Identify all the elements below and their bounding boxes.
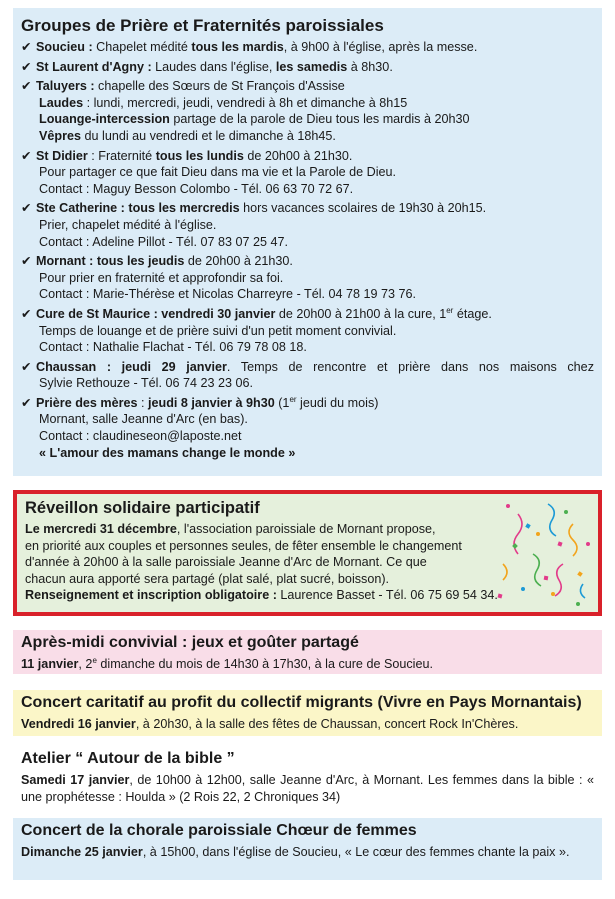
- event-apres-midi-convivial: [13, 630, 602, 674]
- entry-st-didier: ✔ St Didier : Fraternité tous les lundis de 20h00 à 21h30. Pour partager ce que fait Dieu dans ma vie et la Parole de Dieu. Contact : Maguy Besson Colombo - Tél. 06 63 70 72 67.: [21, 148, 594, 198]
- reveillon-contact: Renseignement et inscription obligatoire : Laurence Basset - Tél. 06 75 69 54 34.: [25, 588, 498, 602]
- check-icon: ✔: [21, 201, 32, 216]
- contact-mornant: Contact : Marie-Thérèse et Nicolas Charreyre - Tél. 04 78 19 73 76.: [39, 287, 417, 302]
- check-icon: ✔: [21, 148, 32, 163]
- entry-st-laurent: ✔ St Laurent d'Agny : Laudes dans l'église, les samedis à 8h30.: [21, 59, 393, 74]
- reveillon-title: Réveillon solidaire participatif: [25, 499, 260, 517]
- check-icon: ✔: [21, 306, 32, 321]
- event-concert-chorale: [13, 818, 602, 880]
- check-icon: ✔: [21, 59, 32, 74]
- check-icon: ✔: [21, 254, 32, 269]
- reveillon-description: Le mercredi 31 décembre, l'association paroissiale de Mornant propose, en priorité aux couples et personnes seules, de fêter ensemble le changement d'année à 20h00 à la salle paroissiale Jeanne d'Arc de Mornant. Ce que chacun aura apporté sera partagé (plat salé, plat sucré, boisson).: [25, 522, 462, 586]
- check-icon: ✔: [21, 359, 32, 374]
- check-icon: ✔: [21, 40, 32, 54]
- prayer-groups-section: [13, 8, 602, 476]
- entry-soucieu: ✔ Soucieu : Chapelet médité tous les mardis, à 9h00 à l'église, après la messe.: [21, 40, 478, 54]
- event-details: Vendredi 16 janvier, à 20h30, à la salle des fêtes de Chaussan, concert Rock In'Chères.: [21, 717, 519, 731]
- contact-st-maurice: Contact : Nathalie Flachat - Tél. 06 79 78 08 18.: [39, 340, 307, 355]
- event-details: Dimanche 25 janvier, à 15h00, dans l'église de Soucieu, « Le cœur des femmes chante la paix ».: [21, 845, 570, 859]
- event-details: 11 janvier, 2e dimanche du mois de 14h30 à 17h30, à la cure de Soucieu.: [21, 655, 433, 671]
- reveillon-section: [13, 490, 602, 616]
- check-icon: ✔: [21, 395, 32, 410]
- contact-ste-catherine: Contact : Adeline Pillot - Tél. 07 83 07 25 47.: [39, 234, 289, 249]
- event-atelier-bible: [13, 746, 602, 808]
- motto: « L'amour des mamans change le monde »: [39, 445, 296, 460]
- event-title: Atelier “ Autour de la bible ”: [21, 750, 235, 767]
- entry-ste-catherine: ✔ Ste Catherine : tous les mercredis hors vacances scolaires de 19h30 à 20h15. Prier, chapelet médité à l'église. Contact : Adeline Pillot - Tél. 07 83 07 25 47.: [21, 200, 594, 250]
- event-title: Concert de la chorale paroissiale Chœur de femmes: [21, 822, 417, 839]
- contact-chaussan: Sylvie Rethouze - Tél. 06 74 23 23 06.: [39, 376, 253, 391]
- entry-cure-st-maurice: ✔ Cure de St Maurice : vendredi 30 janvier de 20h00 à 21h00 à la cure, 1er étage. Temps de louange et de prière suivi d'un petit moment convivial. Contact : Nathalie Flachat - Tél. 06 79 78 08 18.: [21, 306, 594, 356]
- event-concert-caritatif: [13, 690, 602, 736]
- check-icon: ✔: [21, 79, 32, 94]
- entry-priere-des-meres: ✔ Prière des mères : jeudi 8 janvier à 9h30 (1er jeudi du mois) Mornant, salle Jeanne d'Arc (en bas). Contact : claudineseon@laposte.net « L'amour des mamans change le monde »: [21, 395, 594, 461]
- entry-taluyers: ✔ Taluyers : chapelle des Sœurs de St François d'Assise Laudes : lundi, mercredi, jeudi, vendredi à 8h et dimanche à 8h15 Louange-intercession partage de la parole de Dieu tous les mardis à 20h30 Vêpres du lundi au vendredi et le dimanche à 18h45.: [21, 79, 470, 143]
- prayer-groups-title: Groupes de Prière et Fraternités paroissiales: [21, 16, 384, 35]
- event-details: Samedi 17 janvier, de 10h00 à 12h00, salle Jeanne d'Arc, à Mornant. Les femmes dans la bible : « une prophétesse : Houlda » (2 Rois 22, 2 Chroniques 34): [21, 773, 594, 804]
- contact-st-didier: Contact : Maguy Besson Colombo - Tél. 06 63 70 72 67.: [39, 181, 354, 196]
- entry-mornant: ✔ Mornant : tous les jeudis de 20h00 à 21h30. Pour prier en fraternité et approfondir sa foi. Contact : Marie-Thérèse et Nicolas Charreyre - Tél. 04 78 19 73 76.: [21, 253, 594, 303]
- entry-chaussan: ✔ Chaussan : jeudi 29 janvier. Temps de rencontre et prière dans nos maisons chez Sylvie Rethouze - Tél. 06 74 23 23 06.: [21, 359, 594, 391]
- event-title: Concert caritatif au profit du collectif migrants (Vivre en Pays Mornantais): [21, 694, 582, 711]
- event-title: Après-midi convivial : jeux et goûter partagé: [21, 634, 359, 651]
- contact-meres: Contact : claudineseon@laposte.net: [39, 429, 242, 444]
